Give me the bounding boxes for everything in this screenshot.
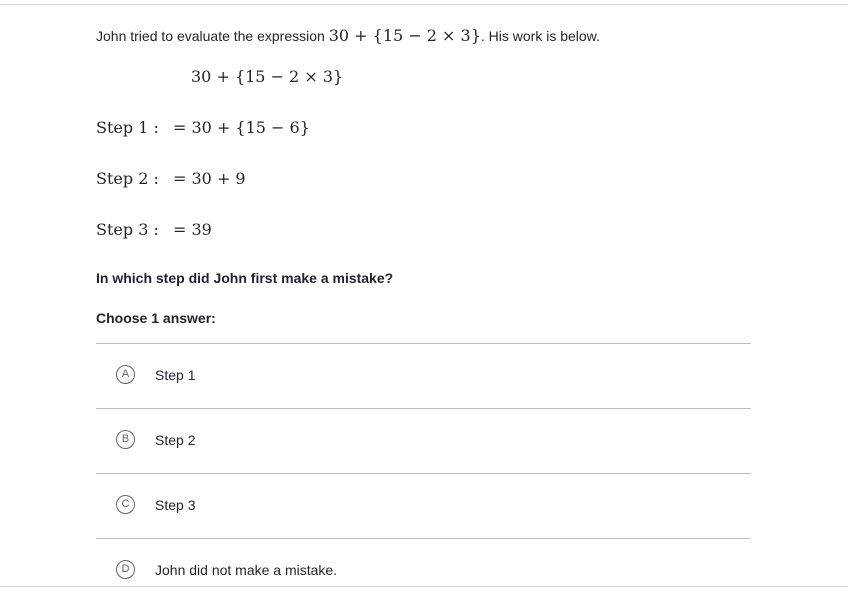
problem-intro [96,26,600,46]
choice-a-label: Step 1 [155,367,196,383]
choice-d[interactable] [96,538,751,603]
step-2 [96,168,246,190]
bottom-divider [0,586,848,587]
step-1 [96,117,310,139]
choice-b-label: Step 2 [155,432,196,448]
answer-choices [96,343,751,603]
step-label: Step 3 : [96,220,159,239]
step-value: = 39 [173,220,212,239]
choice-d-label: John did not make a mistake. [155,562,338,578]
step-3 [96,219,212,241]
choice-a-radio[interactable]: A [116,365,135,384]
intro-text-after: . His work is below. [480,28,600,44]
choice-c-label: Step 3 [155,497,196,513]
top-divider [0,4,848,5]
intro-expression: 30 + {15 − 2 × 3} [328,26,481,45]
choice-c[interactable] [96,473,751,538]
choice-b-radio[interactable]: B [116,430,135,449]
choose-instruction: Choose 1 answer: [96,310,216,326]
choice-a[interactable] [96,343,751,408]
choice-c-radio[interactable]: C [116,495,135,514]
choice-d-radio[interactable]: D [116,560,135,579]
step-label: Step 2 : [96,169,159,188]
step-label: Step 1 : [96,118,159,137]
step-value: = 30 + 9 [173,169,246,188]
choice-b[interactable] [96,408,751,473]
step-value: = 30 + {15 − 6} [173,118,310,137]
original-expression: 30 + {15 − 2 × 3} [191,67,344,86]
intro-text-before: John tried to evaluate the expression [96,28,329,44]
question-text: In which step did John first make a mistake? [96,270,394,286]
